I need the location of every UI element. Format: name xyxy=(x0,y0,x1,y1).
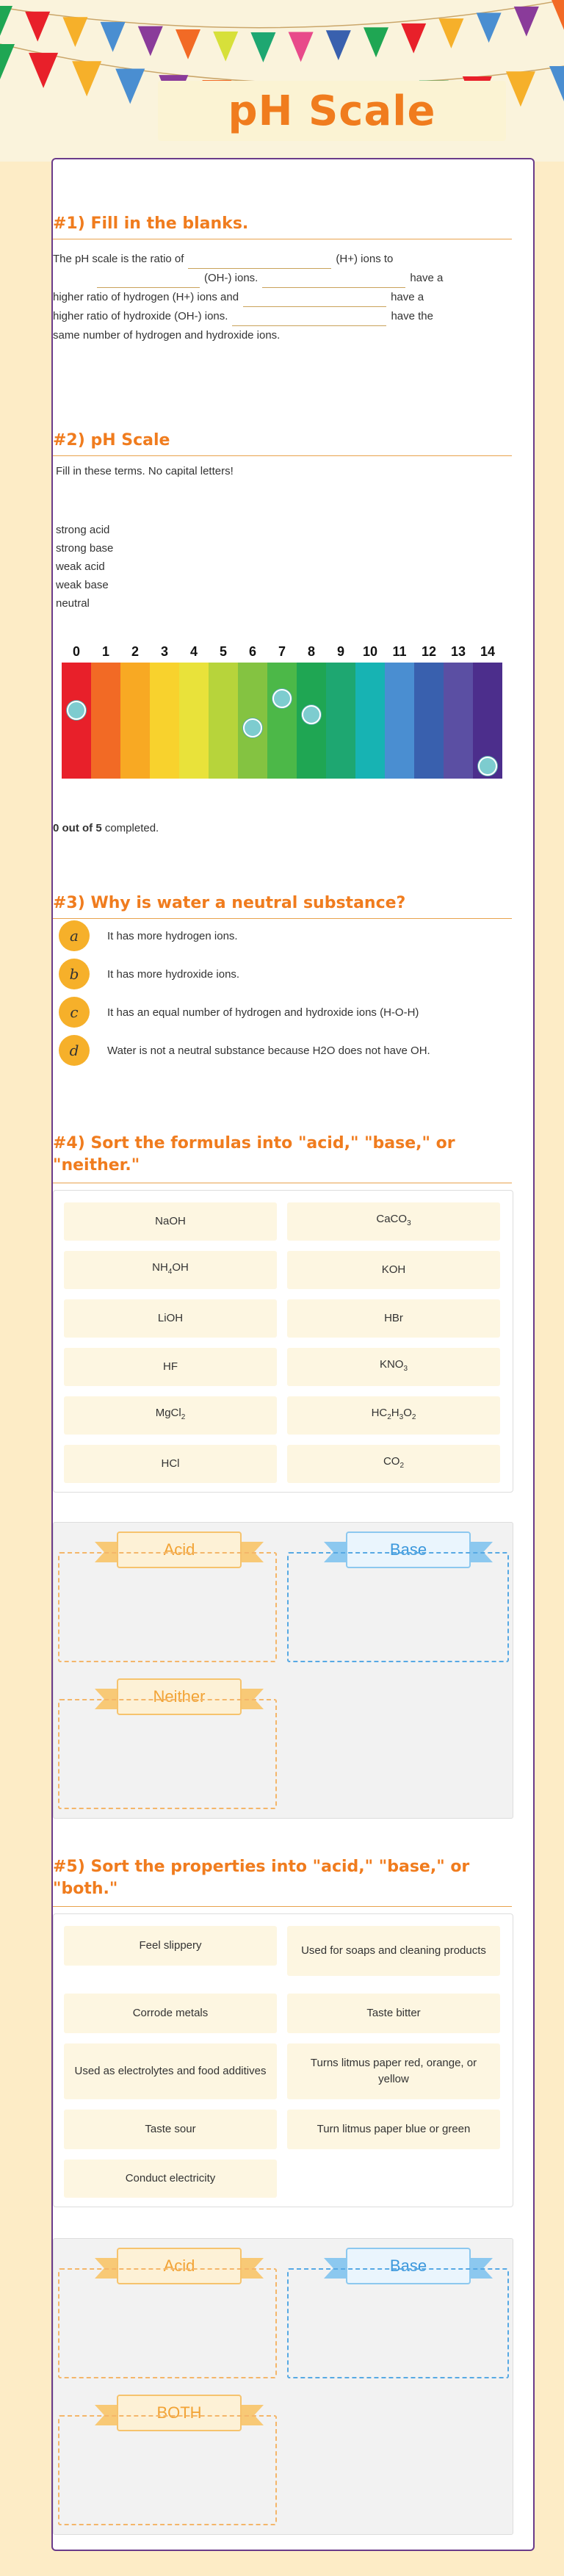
section-sort-formulas xyxy=(53,1133,512,1706)
term-strong-base[interactable]: strong base xyxy=(56,542,114,555)
ph-number-label: 3 xyxy=(160,644,168,659)
section-multiple-choice xyxy=(53,894,512,1059)
category-label-neither: Neither xyxy=(117,1678,242,1715)
bunting-flag-icon xyxy=(401,24,426,54)
formula-tile[interactable]: MgCl$_2$ xyxy=(64,1396,277,1435)
ph-number-label: 12 xyxy=(421,644,437,659)
blank-input-1[interactable] xyxy=(188,255,331,269)
formula-tile[interactable]: $CO_2$ xyxy=(287,1445,500,1483)
formula-tile[interactable]: HF xyxy=(64,1348,277,1386)
bunting-flag-icon xyxy=(250,32,275,62)
ph-number-label: 0 xyxy=(72,644,80,659)
bunting-flag-icon xyxy=(62,17,87,47)
blank-input-3[interactable] xyxy=(262,274,405,288)
drop-zone-acid[interactable] xyxy=(58,1552,277,1662)
ph-number-label: 6 xyxy=(248,644,256,659)
bunting-flag-icon xyxy=(72,61,101,96)
drop-zone-base[interactable] xyxy=(287,2268,509,2378)
bunting-flag-icon xyxy=(506,71,535,107)
ph-color-bar xyxy=(150,663,179,779)
property-tile[interactable]: Corrode metals xyxy=(64,1994,277,2033)
ph-number-label: 8 xyxy=(307,644,315,659)
drop-zone-acid[interactable] xyxy=(58,2268,277,2378)
term-neutral[interactable]: neutral xyxy=(56,597,90,610)
text-fragment: higher ratio of hydrogen (H+) ions and xyxy=(53,291,239,303)
page-title: pH Scale xyxy=(228,87,436,135)
property-tile[interactable]: Turns litmus paper red, orange, or yellow xyxy=(287,2043,500,2099)
ph-number-label: 13 xyxy=(450,644,466,659)
ph-color-bar xyxy=(444,663,473,779)
ph-color-bar xyxy=(267,663,297,779)
bunting-flag-icon xyxy=(364,27,388,57)
formula-drop-area xyxy=(53,1522,513,1819)
progress-suffix: completed. xyxy=(101,822,159,834)
option-letter-badge: d xyxy=(59,1035,90,1066)
option-d[interactable] xyxy=(59,1035,430,1066)
marker-chip-icon[interactable] xyxy=(272,689,292,708)
term-strong-acid[interactable]: strong acid xyxy=(56,524,110,536)
formula-tile[interactable]: KOH xyxy=(287,1251,500,1289)
formula-tile[interactable]: NaOH xyxy=(64,1202,277,1241)
ph-color-bar xyxy=(473,663,502,779)
text-fragment: (OH-) ions. xyxy=(204,272,258,284)
bunting-flag-icon xyxy=(115,68,145,104)
bunting-flag-icon xyxy=(29,53,58,88)
property-tile[interactable]: Feel slippery xyxy=(64,1926,277,1966)
drop-zone-both[interactable] xyxy=(58,2415,277,2525)
ph-number-label: 2 xyxy=(131,644,139,659)
bunting-flag-icon xyxy=(25,12,50,42)
bunting-flag-icon xyxy=(514,7,539,37)
option-text: It has an equal number of hydrogen and hydroxide ions (H-O-H) xyxy=(107,1006,419,1019)
ph-color-bar xyxy=(414,663,444,779)
option-text: Water is not a neutral substance because H2O does not have OH. xyxy=(107,1044,430,1057)
blank-input-5[interactable] xyxy=(232,312,386,326)
property-tile[interactable]: Turn litmus paper blue or green xyxy=(287,2110,500,2149)
ph-color-bar xyxy=(355,663,385,779)
section4-heading: #4) Sort the formulas into "acid," "base," or "neither." xyxy=(53,1133,512,1183)
formula-tile[interactable]: $KNO_3$ xyxy=(287,1348,500,1386)
option-letter-badge: c xyxy=(59,997,90,1028)
term-bank xyxy=(56,521,113,613)
category-label-acid: Acid xyxy=(117,2248,242,2284)
bunting-flag-icon xyxy=(549,66,564,101)
header-banner xyxy=(0,0,564,162)
formula-tile[interactable]: HBr xyxy=(287,1299,500,1338)
progress-count: 0 out of 5 xyxy=(53,822,102,834)
property-tile[interactable]: Taste sour xyxy=(64,2110,277,2149)
section-ph-scale xyxy=(53,431,512,834)
ph-number-label: 10 xyxy=(362,644,378,659)
bunting-flag-icon xyxy=(213,32,238,62)
ph-number-label: 1 xyxy=(101,644,109,659)
section-sort-properties xyxy=(53,1856,512,2422)
bunting-flag-icon xyxy=(0,44,15,79)
formula-tile[interactable]: $NH_4OH$ xyxy=(64,1251,277,1289)
ph-color-bar xyxy=(209,663,238,779)
text-fragment: The pH scale is the ratio of xyxy=(53,253,184,265)
text-fragment: have a xyxy=(391,291,424,303)
ph-color-bar xyxy=(62,663,91,779)
bunting-flag-icon xyxy=(289,32,314,62)
text-fragment: have a xyxy=(410,272,444,284)
bunting-flag-icon xyxy=(0,6,12,36)
property-tile[interactable]: Used as electrolytes and food additives xyxy=(64,2043,277,2099)
property-drop-area xyxy=(53,2238,513,2535)
text-fragment: have the xyxy=(391,310,433,322)
category-label-acid: Acid xyxy=(117,1531,242,1568)
bunting-flag-icon xyxy=(552,0,564,30)
marker-chip-icon[interactable] xyxy=(302,705,321,724)
section3-heading: #3) Why is water a neutral substance? xyxy=(53,894,512,919)
property-bank xyxy=(53,1913,513,2207)
bunting-flag-icon xyxy=(101,22,126,52)
ph-color-bar xyxy=(91,663,120,779)
option-a[interactable] xyxy=(59,920,430,951)
options-list xyxy=(59,920,430,1073)
ph-scale-diagram xyxy=(62,644,502,779)
property-tile[interactable]: Conduct electricity xyxy=(64,2160,277,2198)
ph-number-label: 14 xyxy=(480,644,496,659)
ph-color-bar xyxy=(385,663,414,779)
bunting-flag-icon xyxy=(138,26,163,57)
title-box xyxy=(158,81,506,141)
formula-tile[interactable]: HCl xyxy=(64,1445,277,1483)
ph-number-label: 7 xyxy=(278,644,286,659)
formula-tile[interactable]: $HC_2H_3O_2$ xyxy=(287,1396,500,1435)
category-label-base: Base xyxy=(346,2248,471,2284)
option-letter-badge: a xyxy=(59,920,90,951)
text-fragment: higher ratio of hydroxide (OH-) ions. xyxy=(53,310,228,322)
section1-text xyxy=(53,250,512,345)
marker-chip-icon[interactable] xyxy=(243,718,262,737)
bunting-flag-icon xyxy=(326,30,351,60)
ph-number-label: 5 xyxy=(219,644,227,659)
ph-color-bar xyxy=(179,663,209,779)
ph-scale-bars xyxy=(62,663,502,779)
text-fragment: (H+) ions to xyxy=(336,253,394,265)
section2-instructions: Fill in these terms. No capital letters! xyxy=(56,465,234,477)
formula-bank xyxy=(53,1190,513,1493)
marker-chip-icon[interactable] xyxy=(478,757,497,776)
bunting-flag-icon xyxy=(477,12,502,43)
blank-input-4[interactable] xyxy=(243,293,386,307)
ph-number-label: 9 xyxy=(336,644,344,659)
term-weak-base[interactable]: weak base xyxy=(56,579,109,591)
section2-heading: #2) pH Scale xyxy=(53,431,512,456)
text-fragment: same number of hydrogen and hydroxide ions. xyxy=(53,329,281,342)
ph-number-label: 4 xyxy=(189,644,198,659)
bunting-flag-icon xyxy=(176,29,200,59)
ph-color-bar xyxy=(238,663,267,779)
marker-chip-icon[interactable] xyxy=(67,701,86,720)
drop-zone-base[interactable] xyxy=(287,1552,509,1662)
progress-text xyxy=(53,822,159,834)
option-text: It has more hydroxide ions. xyxy=(107,967,240,981)
category-label-both: BOTH xyxy=(117,2395,242,2431)
property-tile[interactable]: Used for soaps and cleaning products xyxy=(287,1926,500,1976)
ph-number-label: 11 xyxy=(392,644,407,659)
bunting-flag-icon xyxy=(438,18,463,48)
section1-heading: #1) Fill in the blanks. xyxy=(53,214,512,239)
formula-tile[interactable]: LiOH xyxy=(64,1299,277,1338)
section5-heading: #5) Sort the properties into "acid," "base," or "both." xyxy=(53,1856,512,1907)
ph-color-bar xyxy=(326,663,355,779)
blank-input-2[interactable] xyxy=(97,274,200,288)
option-text: It has more hydrogen ions. xyxy=(107,929,238,942)
formula-tile[interactable]: CaCO$_3$ xyxy=(287,1202,500,1241)
worksheet-card xyxy=(51,158,535,2551)
option-letter-badge: b xyxy=(59,959,90,989)
option-b[interactable] xyxy=(59,959,430,989)
ph-color-bar xyxy=(297,663,326,779)
ph-scale-numbers xyxy=(62,644,502,660)
option-c[interactable] xyxy=(59,997,430,1028)
ph-color-bar xyxy=(120,663,150,779)
category-label-base: Base xyxy=(346,1531,471,1568)
term-weak-acid[interactable]: weak acid xyxy=(56,560,105,573)
property-tile[interactable]: Taste bitter xyxy=(287,1994,500,2033)
drop-zone-neither[interactable] xyxy=(58,1699,277,1809)
